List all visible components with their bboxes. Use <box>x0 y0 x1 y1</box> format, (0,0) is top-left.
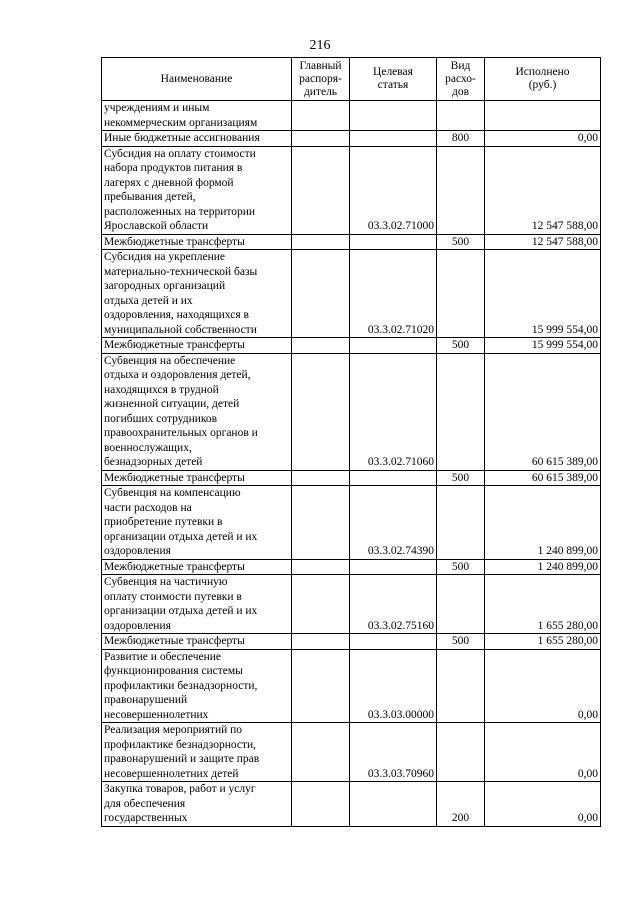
cell-code: 03.3.02.75160 <box>350 575 437 634</box>
cell-name-line: Субвенция на компенсацию <box>104 487 241 499</box>
cell-name-line: оздоровления <box>104 619 171 632</box>
header-amount <box>485 58 601 101</box>
cell-admin <box>292 649 350 723</box>
cell-name-line: лагерях с дневной формой <box>104 176 234 189</box>
cell-code <box>350 101 437 131</box>
page-number: 216 <box>309 38 331 53</box>
cell-code: 03.3.02.74390 <box>350 486 437 560</box>
cell-admin <box>292 131 350 147</box>
cell-name <box>102 723 292 782</box>
cell-name-line: правоохранительных органов и <box>104 427 258 439</box>
cell-name-line: загородных организаций <box>104 280 226 292</box>
cell-name-line: Реализация мероприятий по <box>104 724 243 736</box>
cell-name <box>102 338 292 354</box>
cell-code <box>350 470 437 486</box>
cell-type <box>437 101 485 131</box>
cell-name-line: несовершеннолетних детей <box>104 767 239 780</box>
cell-type <box>437 486 485 560</box>
cell-name <box>102 634 292 650</box>
table-row <box>102 101 601 131</box>
cell-name-line: оздоровления, находящихся в <box>104 309 249 321</box>
cell-name <box>102 486 292 560</box>
header-name <box>102 58 292 101</box>
cell-type: 200 <box>437 782 485 827</box>
cell-name-line: приобретение путевки в <box>104 516 223 528</box>
cell-type: 500 <box>437 338 485 354</box>
cell-code <box>350 559 437 575</box>
cell-name <box>102 131 292 147</box>
header-line: Исполнено <box>515 66 570 78</box>
header-line: Наименование <box>160 72 233 85</box>
cell-name-line: Субвенция на обеспечение <box>104 354 236 367</box>
cell-amount: 12 547 588,00 <box>485 146 601 234</box>
cell-name-line: для обеспечения <box>104 797 186 810</box>
table-row <box>102 486 601 560</box>
cell-code <box>350 782 437 827</box>
cell-amount: 12 547 588,00 <box>485 234 601 250</box>
header-line: дитель <box>303 85 338 98</box>
cell-name-line: государственных <box>104 812 188 824</box>
cell-admin <box>292 338 350 354</box>
cell-name-line: расположенных на территории <box>104 205 256 218</box>
cell-admin <box>292 723 350 782</box>
cell-amount: 15 999 554,00 <box>485 250 601 338</box>
cell-name-line: функционирования системы <box>104 665 243 677</box>
cell-admin <box>292 234 350 250</box>
table-row <box>102 782 601 827</box>
cell-admin <box>292 782 350 827</box>
table-header-row <box>102 58 601 101</box>
cell-amount: 0,00 <box>485 782 601 827</box>
table-row <box>102 470 601 486</box>
table-row <box>102 723 601 782</box>
cell-name-line: находящихся в трудной <box>104 383 219 396</box>
cell-admin <box>292 575 350 634</box>
cell-admin <box>292 101 350 131</box>
cell-name-line: отдыха детей и их <box>104 294 193 307</box>
cell-admin <box>292 559 350 575</box>
table-row <box>102 634 601 650</box>
cell-name-line: муниципальной собственности <box>104 323 257 336</box>
cell-name-line: оплату стоимости путевки в <box>104 590 242 603</box>
cell-name-line: организации отдыха детей и их <box>104 605 258 617</box>
cell-code: 03.3.03.00000 <box>350 649 437 723</box>
cell-amount: 0,00 <box>485 649 601 723</box>
cell-amount: 0,00 <box>485 131 601 147</box>
header-line: распоря- <box>299 72 342 85</box>
cell-name <box>102 250 292 338</box>
cell-name <box>102 101 292 131</box>
cell-admin <box>292 486 350 560</box>
cell-name-line: Закупка товаров, работ и услуг <box>104 783 256 795</box>
cell-type: 500 <box>437 634 485 650</box>
cell-type: 500 <box>437 470 485 486</box>
cell-name-line: правонарушений <box>104 694 188 706</box>
cell-name-line: Развитие и обеспечение <box>104 650 222 663</box>
table-row <box>102 146 601 234</box>
table-row <box>102 250 601 338</box>
cell-name <box>102 470 292 486</box>
cell-name <box>102 559 292 575</box>
header-line: Целевая <box>373 66 413 78</box>
table-row <box>102 131 601 147</box>
cell-name-line: некоммерческим организациям <box>104 116 258 129</box>
cell-amount: 1 655 280,00 <box>485 575 601 634</box>
cell-type <box>437 723 485 782</box>
cell-name <box>102 782 292 827</box>
cell-name-line: Иные бюджетные ассигнования <box>104 132 260 144</box>
cell-code: 03.3.03.70960 <box>350 723 437 782</box>
cell-name-line: пребывания детей, <box>104 191 196 203</box>
cell-admin <box>292 634 350 650</box>
header-line: расхо- <box>445 72 476 85</box>
table-row <box>102 575 601 634</box>
cell-name-line: части расходов на <box>104 501 192 514</box>
table-row <box>102 353 601 470</box>
cell-name-line: погибших сотрудников <box>104 412 218 425</box>
cell-name <box>102 234 292 250</box>
cell-name-line: профилактики безнадзорности, <box>104 679 258 692</box>
cell-admin <box>292 470 350 486</box>
cell-name-line: жизненной ситуации, детей <box>104 398 240 410</box>
header-line: дов <box>451 85 470 98</box>
cell-type <box>437 575 485 634</box>
cell-code: 03.3.02.71000 <box>350 146 437 234</box>
cell-name-line: Субвенция на частичную <box>104 576 228 588</box>
budget-table <box>101 57 601 827</box>
cell-code: 03.3.02.71060 <box>350 353 437 470</box>
cell-amount: 60 615 389,00 <box>485 470 601 486</box>
cell-amount: 1 655 280,00 <box>485 634 601 650</box>
cell-type <box>437 649 485 723</box>
cell-code <box>350 131 437 147</box>
cell-code: 03.3.02.71020 <box>350 250 437 338</box>
header-line: Вид <box>450 59 471 72</box>
cell-name-line: несовершеннолетних <box>104 708 209 721</box>
header-admin <box>292 58 350 101</box>
cell-name <box>102 575 292 634</box>
cell-name-line: набора продуктов питания в <box>104 162 243 174</box>
cell-amount: 1 240 899,00 <box>485 559 601 575</box>
header-code <box>350 58 437 101</box>
cell-name <box>102 146 292 234</box>
cell-name-line: профилактике безнадзорности, <box>104 738 257 751</box>
cell-type: 500 <box>437 234 485 250</box>
cell-name-line: Межбюджетные трансферты <box>104 235 245 248</box>
cell-admin <box>292 146 350 234</box>
table-row <box>102 559 601 575</box>
cell-name-line: оздоровления <box>104 545 171 557</box>
header-line: (руб.) <box>528 79 557 91</box>
cell-code <box>350 634 437 650</box>
cell-name-line: военнослужащих, <box>104 441 192 454</box>
cell-name-line: Субсидия на укрепление <box>104 251 225 263</box>
cell-name-line: отдыха и оздоровления детей, <box>104 369 251 381</box>
cell-name-line: материально-технической базы <box>104 265 258 278</box>
table-row <box>102 338 601 354</box>
cell-name-line: Межбюджетные трансферты <box>104 635 245 647</box>
cell-name-line: Межбюджетные трансферты <box>104 560 245 573</box>
cell-type <box>437 146 485 234</box>
cell-name-line: учреждениям и иным <box>104 102 210 114</box>
cell-name-line: Ярославской области <box>104 220 209 232</box>
cell-type: 500 <box>437 559 485 575</box>
cell-name-line: Межбюджетные трансферты <box>104 471 245 484</box>
cell-code <box>350 338 437 354</box>
cell-amount: 15 999 554,00 <box>485 338 601 354</box>
header-line: статья <box>377 79 409 91</box>
cell-amount <box>485 101 601 131</box>
cell-name <box>102 649 292 723</box>
cell-amount: 0,00 <box>485 723 601 782</box>
cell-type <box>437 353 485 470</box>
cell-admin <box>292 353 350 470</box>
cell-type <box>437 250 485 338</box>
cell-amount: 60 615 389,00 <box>485 353 601 470</box>
table-row <box>102 234 601 250</box>
cell-name-line: безнадзорных детей <box>104 456 203 468</box>
cell-name-line: Субсидия на оплату стоимости <box>104 147 256 160</box>
header-type <box>437 58 485 101</box>
table-row <box>102 649 601 723</box>
cell-name <box>102 353 292 470</box>
cell-name-line: Межбюджетные трансферты <box>104 339 245 351</box>
cell-name-line: правонарушений и защите прав <box>104 753 260 765</box>
cell-admin <box>292 250 350 338</box>
cell-code <box>350 234 437 250</box>
table-body <box>102 101 601 827</box>
cell-type: 800 <box>437 131 485 147</box>
cell-amount: 1 240 899,00 <box>485 486 601 560</box>
header-line: Главный <box>299 59 342 72</box>
cell-name-line: организации отдыха детей и их <box>104 530 258 543</box>
